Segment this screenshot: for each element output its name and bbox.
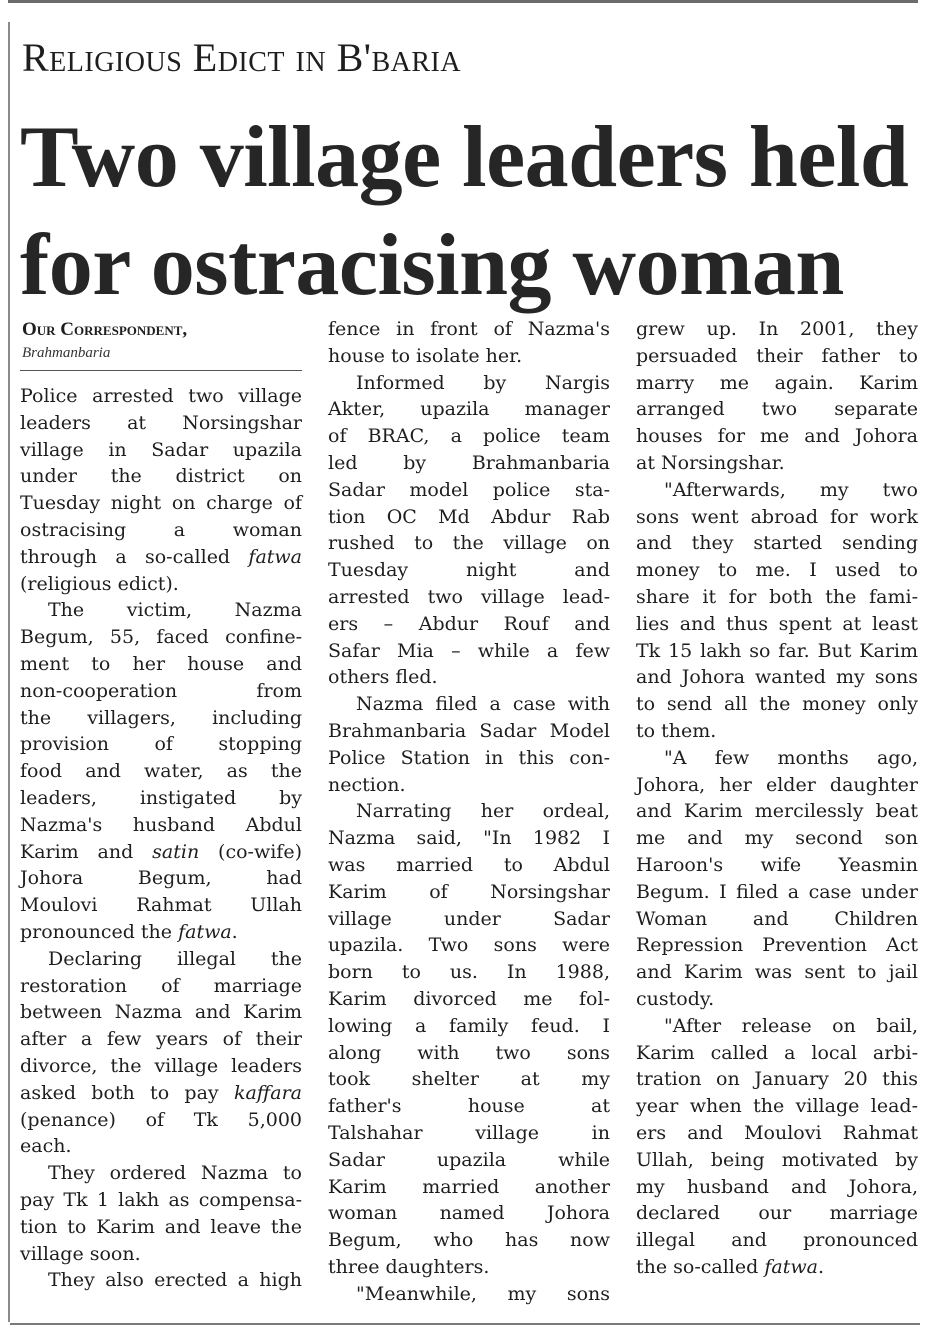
- byline-divider: [20, 370, 302, 371]
- article-text-line: "Afterwards, my two: [664, 478, 918, 501]
- article-text-line: Karim and satin (co-wife): [20, 840, 302, 863]
- article-text-line: Nazma's husband Abdul: [20, 813, 302, 836]
- article-text-line: provision of stopping: [20, 733, 302, 756]
- article-text-line: took shelter at my: [328, 1068, 610, 1091]
- article-text-line: Begum, 55, faced confine-: [20, 626, 302, 649]
- article-text-line: Karim of Norsingshar: [328, 880, 610, 903]
- article-text-line: divorce, the village leaders: [20, 1054, 302, 1077]
- article-text-line: village in Sadar upazila: [20, 438, 302, 461]
- article-text-line: pronounced the fatwa.: [20, 920, 238, 943]
- article-text-line: along with two sons: [328, 1041, 610, 1064]
- italic-term: fatwa: [178, 920, 232, 943]
- article-column-3: [636, 316, 918, 1281]
- article-text-line: Woman and Children: [636, 907, 918, 930]
- article-text-line: of BRAC, a police team: [328, 425, 610, 448]
- article-text-line: food and water, as the: [20, 760, 302, 783]
- italic-term: fatwa: [248, 545, 302, 568]
- article-text-line: through a so-called fatwa: [20, 545, 302, 568]
- article-text-line: lies and thus spent at least: [636, 612, 918, 635]
- article-text-line: non-cooperation from: [20, 679, 302, 702]
- article-text-line: rushed to the village on: [328, 532, 610, 555]
- article-text-line: upazila. Two sons were: [328, 934, 610, 957]
- article-text-line: declared our marriage: [636, 1202, 918, 1225]
- article-text-line: at Norsingshar.: [636, 451, 785, 474]
- article-text-line: and Karim was sent to jail: [636, 961, 918, 984]
- article-text-line: woman named Johora: [328, 1202, 610, 1225]
- article-text-line: Talshahar village in: [328, 1121, 610, 1144]
- article-text-line: ers and Moulovi Rahmat: [636, 1121, 918, 1144]
- article-text-line: (penance) of Tk 5,000: [20, 1108, 302, 1131]
- article-text-line: others fled.: [328, 666, 438, 689]
- article-text-line: Sadar upazila while: [328, 1148, 610, 1171]
- article-text-line: arranged two separate: [636, 398, 918, 421]
- article-text-line: the so-called fatwa.: [636, 1255, 824, 1278]
- article-text-line: persuaded their father to: [636, 344, 918, 367]
- article-column-1: [20, 383, 302, 1294]
- article-text-line: restoration of marriage: [20, 974, 302, 997]
- article-text-line: my husband and Johora,: [636, 1175, 918, 1198]
- left-rule: [8, 22, 10, 1322]
- article-text-line: Informed by Nargis: [356, 371, 610, 394]
- italic-term: fatwa: [764, 1255, 818, 1278]
- article-text-line: each.: [20, 1135, 72, 1158]
- article-text-line: ment to her house and: [20, 652, 302, 675]
- article-text-line: sons went abroad for work: [636, 505, 918, 528]
- article-text-line: Tk 15 lakh so far. But Karim: [636, 639, 918, 662]
- article-text-line: share it for both the fami-: [636, 585, 918, 608]
- article-text-line: Karim married another: [328, 1175, 610, 1198]
- article-text-line: Nazma said, "In 1982 I: [328, 827, 610, 850]
- article-text-line: and Karim mercilessly beat: [636, 800, 918, 823]
- article-text-line: Tuesday night and: [328, 559, 610, 582]
- article-text-line: arrested two village lead-: [328, 585, 610, 608]
- article-text-line: Police arrested two village: [20, 385, 302, 407]
- article-text-line: father's house at: [328, 1095, 610, 1118]
- article-text-line: "A few months ago,: [664, 746, 918, 769]
- article-text-line: under the district on: [20, 465, 302, 488]
- article-text-line: tration on January 20 this: [636, 1068, 918, 1091]
- top-rule: [8, 0, 918, 3]
- italic-term: kaffara: [233, 1081, 302, 1104]
- article-text-line: and they started sending: [636, 532, 918, 555]
- article-text-line: (religious edict).: [20, 572, 179, 595]
- article-text-line: after a few years of their: [20, 1028, 302, 1051]
- article-text-line: Repression Prevention Act: [636, 934, 918, 957]
- byline-dateline: Brahmanbaria: [22, 345, 111, 361]
- article-text-line: pay Tk 1 lakh as compensa-: [20, 1188, 302, 1211]
- article-text-line: nection.: [328, 773, 406, 796]
- article-text-line: Karim called a local arbi-: [636, 1041, 918, 1064]
- article-text-line: to them.: [636, 719, 717, 742]
- article-headline: Two village leaders held for ostracising woman: [20, 109, 909, 314]
- article-text-line: between Nazma and Karim: [20, 1001, 302, 1024]
- article-text-line: The victim, Nazma: [48, 599, 302, 622]
- article-text-line: Johora, her elder daughter: [636, 773, 918, 796]
- article-text-line: ers – Abdur Rouf and: [328, 612, 610, 635]
- article-text-line: three daughters.: [328, 1255, 490, 1278]
- article-text-line: Nazma filed a case with: [356, 693, 610, 716]
- article-text-line: fence in front of Nazma's: [328, 318, 610, 340]
- article-text-line: to send all the money only: [636, 693, 918, 716]
- article-text-line: Johora Begum, had: [20, 867, 302, 890]
- article-text-line: Begum, who has now: [328, 1229, 610, 1252]
- article-text-line: Karim divorced me fol-: [328, 987, 610, 1010]
- article-text-line: asked both to pay kaffara: [20, 1081, 302, 1104]
- article-text-line: leaders, instigated by: [20, 786, 302, 809]
- article-text-line: Haroon's wife Yeasmin: [636, 853, 918, 876]
- article-text-line: me and my second son: [636, 827, 918, 850]
- article-text-line: Akter, upazila manager: [328, 398, 610, 421]
- article-text-line: money to me. I used to: [636, 559, 918, 582]
- article-text-line: grew up. In 2001, they: [636, 318, 918, 340]
- article-text-line: village soon.: [20, 1242, 141, 1265]
- article-text-line: the villagers, including: [20, 706, 302, 729]
- article-text-line: "Meanwhile, my sons: [356, 1282, 610, 1305]
- article-text-line: Tuesday night on charge of: [20, 492, 302, 515]
- article-text-line: They ordered Nazma to: [48, 1162, 302, 1185]
- article-text-line: custody.: [636, 987, 715, 1010]
- article-text-line: year when the village lead-: [636, 1095, 918, 1118]
- bottom-rule: [10, 1323, 920, 1325]
- article-text-line: was married to Abdul: [328, 853, 610, 876]
- article-text-line: Narrating her ordeal,: [356, 800, 610, 823]
- article-text-line: village under Sadar: [328, 907, 610, 930]
- article-text-line: lowing a family feud. I: [328, 1014, 610, 1037]
- article-text-line: tion to Karim and leave the: [20, 1215, 302, 1238]
- article-text-line: leaders at Norsingshar: [20, 411, 302, 434]
- article-text-line: Brahmanbaria Sadar Model: [328, 719, 610, 742]
- article-text-line: ostracising a woman: [20, 518, 302, 541]
- article-text-line: Moulovi Rahmat Ullah: [20, 894, 302, 917]
- article-text-line: born to us. In 1988,: [328, 961, 610, 984]
- article-text-line: Begum. I filed a case under: [636, 880, 918, 903]
- article-text-line: Declaring illegal the: [48, 947, 302, 970]
- article-text-line: They also erected a high: [48, 1269, 302, 1292]
- article-text-line: led by Brahmanbaria: [328, 451, 610, 474]
- article-text-line: illegal and pronounced: [636, 1229, 918, 1252]
- article-text-line: Ullah, being motivated by: [636, 1148, 918, 1171]
- article-text-line: tion OC Md Abdur Rab: [328, 505, 610, 528]
- article-column-2: [328, 316, 610, 1307]
- article-text-line: and Johora wanted my sons: [636, 666, 918, 689]
- article-text-line: Sadar model police sta-: [328, 478, 610, 501]
- article-kicker: Religious Edict in B'baria: [22, 35, 462, 80]
- article-text-line: Police Station in this con-: [328, 746, 610, 769]
- article-text-line: "After release on bail,: [664, 1014, 918, 1037]
- byline-author: Our Correspondent,: [22, 319, 188, 340]
- article-text-line: houses for me and Johora: [636, 425, 918, 448]
- italic-term: satin: [152, 840, 200, 863]
- article-text-line: marry me again. Karim: [636, 371, 918, 394]
- article-text-line: house to isolate her.: [328, 344, 523, 367]
- article-text-line: Safar Mia – while a few: [328, 639, 610, 662]
